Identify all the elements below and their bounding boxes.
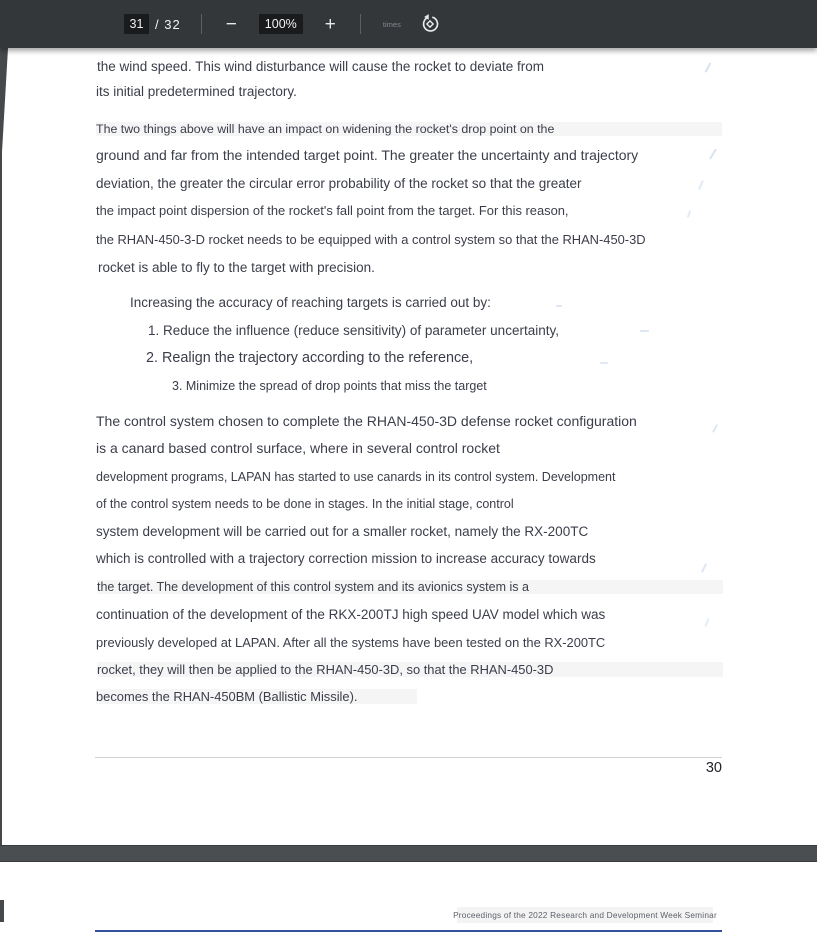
- zoom-out-button[interactable]: −: [218, 11, 245, 38]
- rotate-ccw-icon: [419, 13, 441, 35]
- text-line: previously developed at LAPAN. After all the systems have been tested on the RX-200TC: [96, 635, 606, 650]
- text-line: rocket is able to fly to the target with precision.: [98, 260, 375, 275]
- times-label: times: [382, 19, 401, 29]
- footer-divider: [95, 757, 722, 758]
- zoom-in-button[interactable]: +: [317, 11, 344, 38]
- list-item: 1. Reduce the influence (reduce sensitivity) of parameter uncertainty,: [148, 323, 559, 338]
- toolbar-separator: [360, 14, 361, 34]
- text-line: ground and far from the intended target point. The greater the uncertainty and trajectory: [96, 147, 639, 163]
- text-line: is a canard based control surface, where in several control rocket: [96, 440, 500, 456]
- page-count-label: / 32: [155, 16, 181, 32]
- text-line: the target. The development of this control system and its avionics system is a: [97, 580, 723, 594]
- text-line: development programs, LAPAN has started to use canards in its control system. Development: [96, 470, 616, 484]
- pdf-page-31: [2, 48, 817, 845]
- text-line: rocket, they will then be applied to the RHAN-450-3D, so that the RHAN-450-3D: [97, 662, 723, 677]
- page-number-input[interactable]: 31: [124, 14, 149, 34]
- scan-artifact: [600, 362, 608, 364]
- text-line: which is controlled with a trajectory correction mission to increase accuracy towards: [96, 551, 596, 566]
- header-rule: [95, 930, 722, 932]
- text-line: continuation of the development of the RKX-200TJ high speed UAV model which was: [96, 607, 606, 622]
- text-line: of the control system needs to be done in stages. In the initial stage, control: [96, 497, 514, 511]
- text-line: Increasing the accuracy of reaching targets is carried out by:: [130, 295, 491, 310]
- text-line: system development will be carried out for a smaller rocket, namely the RX-200TC: [96, 524, 589, 539]
- pdf-page-32: [0, 861, 817, 938]
- viewer-background-strip: [0, 48, 2, 845]
- page-gap: [0, 845, 817, 862]
- text-line: The two things above will have an impact on widening the rocket's drop point on the: [96, 122, 722, 136]
- viewer-background-strip: [0, 900, 4, 922]
- zoom-level-display: 100%: [259, 14, 303, 34]
- list-item: 3. Minimize the spread of drop points that miss the target: [172, 379, 487, 393]
- pdf-toolbar: [0, 0, 817, 48]
- text-line: The control system chosen to complete the RHAN-450-3D defense rocket configuration: [96, 413, 637, 429]
- proceedings-header: Proceedings of the 2022 Research and Development Week Seminar: [457, 907, 713, 923]
- list-item: 2. Realign the trajectory according to the reference,: [146, 350, 474, 366]
- text-line: becomes the RHAN-450BM (Ballistic Missile).: [96, 689, 417, 704]
- text-line: its initial predetermined trajectory.: [96, 84, 297, 99]
- toolbar-separator: [201, 14, 202, 34]
- text-line: the RHAN-450-3-D rocket needs to be equipped with a control system so that the RHAN-450-3D: [96, 232, 646, 247]
- scan-artifact: [640, 330, 649, 332]
- text-line: the wind speed. This wind disturbance will cause the rocket to deviate from: [97, 59, 544, 74]
- text-line: the impact point dispersion of the rocket's fall point from the target. For this reason,: [96, 203, 569, 218]
- rotate-button[interactable]: [419, 13, 441, 35]
- page-number: 30: [705, 760, 722, 776]
- scan-artifact: [556, 305, 562, 307]
- text-line: deviation, the greater the circular error probability of the rocket so that the greater: [96, 176, 582, 191]
